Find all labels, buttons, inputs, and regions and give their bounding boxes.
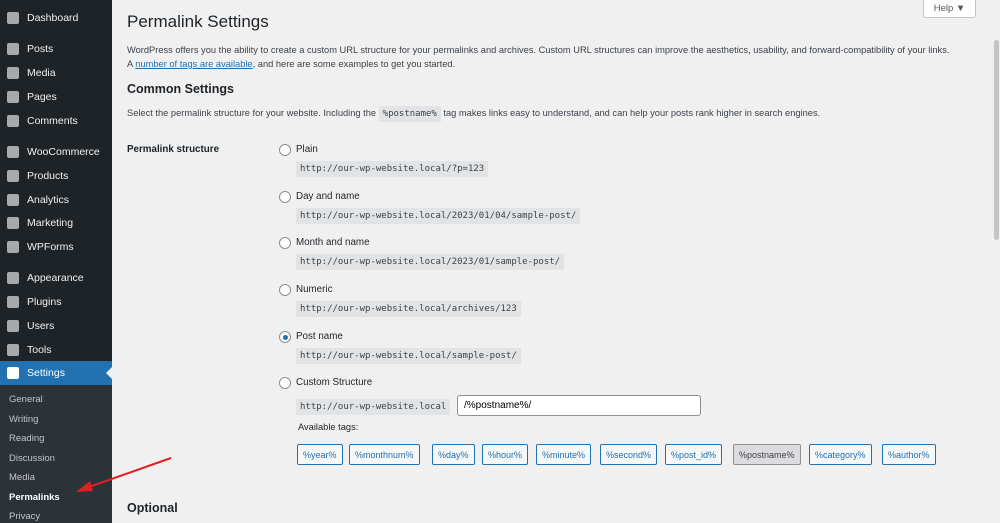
submenu-discussion[interactable]: Discussion (9, 452, 55, 464)
code: %postname% (379, 106, 441, 122)
option-label[interactable]: Numeric (296, 284, 333, 295)
sidebar-item-label: Dashboard (27, 12, 79, 24)
sidebar-item-label: Pages (27, 91, 57, 103)
option-label[interactable]: Custom Structure (296, 377, 373, 388)
sidebar-item-label: Marketing (27, 217, 74, 229)
optional-heading: Optional (127, 501, 178, 515)
example-url: http://our-wp-website.local/?p=123 (296, 161, 488, 177)
sidebar-item-label: Posts (27, 43, 54, 55)
sidebar-item-label: Plugins (27, 296, 62, 308)
text: , and here are some examples to get you started. (252, 59, 456, 69)
tag-button[interactable]: %category% (809, 444, 872, 465)
sidebar-item-label: Settings (27, 367, 65, 379)
tag-button[interactable]: %year% (297, 444, 343, 465)
option-label[interactable]: Plain (296, 144, 318, 155)
submenu-privacy[interactable]: Privacy (9, 511, 41, 522)
text: A (127, 59, 136, 69)
submenu-permalinks[interactable]: Permalinks (9, 491, 60, 503)
permalink-structure-label: Permalink structure (127, 144, 220, 155)
example-url: http://our-wp-website.local/2023/01/sample-post/ (296, 254, 564, 270)
option-label[interactable]: Day and name (296, 191, 360, 202)
option-label[interactable]: Month and name (296, 237, 370, 248)
sidebar-item-label: Tools (27, 344, 52, 356)
example-url: http://our-wp-website.local/2023/01/04/sample-post/ (296, 208, 580, 224)
tag-button[interactable]: %author% (882, 444, 936, 465)
tags-link[interactable]: number of tags are available (135, 59, 253, 69)
common-settings-heading: Common Settings (127, 82, 234, 96)
example-url: http://our-wp-website.local/sample-post/ (296, 348, 521, 364)
tag-button[interactable]: %postname% (733, 444, 801, 465)
available-tags-label: Available tags: (298, 422, 359, 432)
example-url: http://our-wp-website.local/archives/123 (296, 301, 521, 317)
text: tag makes links easy to understand, and can help your posts rank higher in search engines. (440, 108, 821, 118)
page-title: Permalink Settings (127, 12, 269, 31)
example-url: http://our-wp-website.local (296, 399, 450, 415)
sidebar-item-label: Products (27, 170, 69, 182)
sidebar-item-label: WPForms (27, 241, 74, 253)
sidebar-item-label: Media (27, 67, 56, 79)
submenu-writing[interactable]: Writing (9, 413, 39, 425)
tag-button[interactable]: %minute% (536, 444, 591, 465)
sidebar-item-label: Appearance (27, 272, 84, 284)
sidebar-item-label: WooCommerce (27, 146, 100, 158)
intro-text: WordPress offers you the ability to create a custom URL structure for your permalinks and archives. Custom URL structures can improve the aesthetics, usability, and forward-compatibility of your links. (127, 45, 950, 55)
tag-button[interactable]: %monthnum% (349, 444, 420, 465)
sidebar-item-label: Comments (27, 115, 78, 127)
submenu-media[interactable]: Media (9, 472, 35, 483)
submenu-general[interactable]: General (9, 394, 43, 405)
text: Select the permalink structure for your website. Including the (127, 108, 379, 118)
tag-button[interactable]: %second% (600, 444, 657, 465)
sidebar-item-label: Users (27, 320, 55, 332)
tag-button[interactable]: %hour% (482, 444, 528, 465)
tag-button[interactable]: %day% (432, 444, 475, 465)
help-button[interactable]: Help ▼ (923, 0, 976, 18)
tag-button[interactable]: %post_id% (665, 444, 722, 465)
sidebar-item-label: Analytics (27, 194, 70, 206)
option-label[interactable]: Post name (296, 331, 343, 342)
submenu-reading[interactable]: Reading (9, 433, 45, 444)
